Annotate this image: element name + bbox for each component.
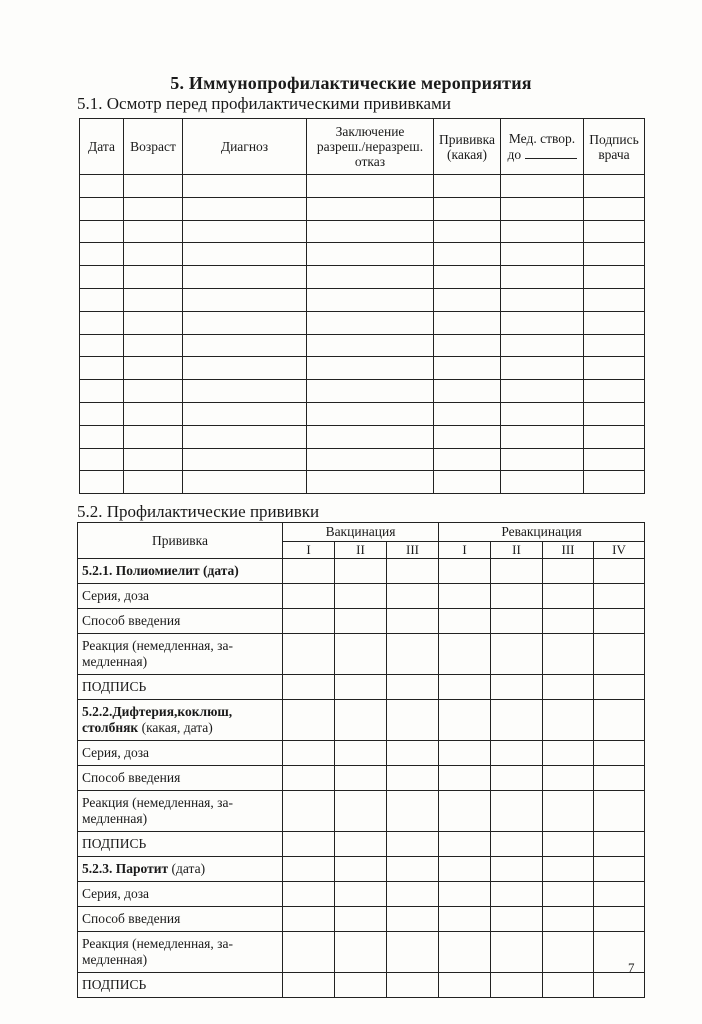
dtp-reaction-label: Реакция (немедленная, за-медленная) bbox=[78, 791, 283, 832]
table-cell[interactable] bbox=[124, 448, 183, 471]
polio-signature-label: ПОДПИСЬ bbox=[78, 675, 283, 700]
entry-cell[interactable] bbox=[491, 882, 543, 907]
entry-cell[interactable] bbox=[439, 634, 491, 675]
table-cell[interactable] bbox=[124, 402, 183, 425]
entry-cell[interactable] bbox=[543, 857, 594, 882]
entry-cell[interactable] bbox=[439, 932, 491, 973]
table-row bbox=[80, 288, 645, 311]
entry-cell[interactable] bbox=[335, 609, 387, 634]
entry-cell[interactable] bbox=[439, 559, 491, 584]
entry-cell[interactable] bbox=[543, 609, 594, 634]
entry-cell[interactable] bbox=[543, 882, 594, 907]
entry-cell[interactable] bbox=[387, 973, 439, 998]
vaccinations-table bbox=[77, 522, 645, 998]
table-cell[interactable] bbox=[183, 311, 307, 334]
mumps-title-bold: 5.2.3. Паротит bbox=[82, 861, 169, 876]
entry-cell[interactable] bbox=[387, 741, 439, 766]
table-cell[interactable] bbox=[80, 220, 124, 243]
entry-cell[interactable] bbox=[387, 559, 439, 584]
revaccination-col-4: IV bbox=[594, 542, 645, 559]
header-revaccination: Ревакцинация bbox=[439, 523, 645, 542]
table-cell[interactable] bbox=[183, 448, 307, 471]
mumps-title-note: (дата) bbox=[168, 861, 206, 876]
entry-cell[interactable] bbox=[283, 857, 335, 882]
entry-cell[interactable] bbox=[283, 791, 335, 832]
table-cell[interactable] bbox=[434, 448, 501, 471]
entry-cell[interactable] bbox=[543, 791, 594, 832]
header-conclusion bbox=[307, 119, 434, 175]
entry-cell[interactable] bbox=[543, 766, 594, 791]
entry-cell[interactable] bbox=[594, 675, 645, 700]
table-cell[interactable] bbox=[80, 288, 124, 311]
dtp-signature-row bbox=[78, 832, 645, 857]
entry-cell[interactable] bbox=[491, 700, 543, 741]
entry-cell[interactable] bbox=[335, 857, 387, 882]
entry-cell[interactable] bbox=[335, 634, 387, 675]
entry-cell[interactable] bbox=[491, 907, 543, 932]
table-cell[interactable] bbox=[183, 471, 307, 494]
entry-cell[interactable] bbox=[439, 700, 491, 741]
table-cell[interactable] bbox=[584, 220, 645, 243]
table-cell[interactable] bbox=[307, 197, 434, 220]
entry-cell[interactable] bbox=[543, 932, 594, 973]
vaccination-header-row bbox=[78, 523, 645, 542]
entry-cell[interactable] bbox=[335, 584, 387, 609]
dtp-signature-label: ПОДПИСЬ bbox=[78, 832, 283, 857]
entry-cell[interactable] bbox=[283, 675, 335, 700]
entry-cell[interactable] bbox=[439, 832, 491, 857]
entry-cell[interactable] bbox=[491, 741, 543, 766]
mumps-series-row bbox=[78, 882, 645, 907]
entry-cell[interactable] bbox=[491, 559, 543, 584]
page-number: 7 bbox=[628, 960, 635, 975]
header-doctor-signature bbox=[584, 119, 645, 175]
table-cell[interactable] bbox=[124, 471, 183, 494]
entry-cell[interactable] bbox=[439, 766, 491, 791]
entry-cell[interactable] bbox=[543, 559, 594, 584]
header-diagnosis: Диагноз bbox=[183, 119, 307, 175]
entry-cell[interactable] bbox=[439, 584, 491, 609]
polio-series-label: Серия, доза bbox=[78, 584, 283, 609]
entry-cell[interactable] bbox=[594, 741, 645, 766]
mumps-reaction-row bbox=[78, 932, 645, 973]
entry-cell[interactable] bbox=[335, 907, 387, 932]
table-row bbox=[80, 311, 645, 334]
table-cell[interactable] bbox=[124, 243, 183, 266]
entry-cell[interactable] bbox=[543, 741, 594, 766]
entry-cell[interactable] bbox=[594, 791, 645, 832]
dtp-method-row bbox=[78, 766, 645, 791]
table-cell[interactable] bbox=[584, 357, 645, 380]
entry-cell[interactable] bbox=[283, 882, 335, 907]
entry-cell[interactable] bbox=[543, 584, 594, 609]
entry-cell[interactable] bbox=[594, 857, 645, 882]
entry-cell[interactable] bbox=[335, 882, 387, 907]
entry-cell[interactable] bbox=[439, 675, 491, 700]
entry-cell[interactable] bbox=[491, 791, 543, 832]
table-row bbox=[80, 243, 645, 266]
table-cell[interactable] bbox=[80, 334, 124, 357]
header-vaccine bbox=[434, 119, 501, 175]
blank-line bbox=[525, 146, 577, 159]
entry-cell[interactable] bbox=[594, 932, 645, 973]
entry-cell[interactable] bbox=[335, 973, 387, 998]
mumps-signature-label: ПОДПИСЬ bbox=[78, 973, 283, 998]
entry-cell[interactable] bbox=[387, 882, 439, 907]
dtp-series-label: Серия, доза bbox=[78, 741, 283, 766]
table-cell[interactable] bbox=[307, 311, 434, 334]
vaccination-col-2: II bbox=[335, 542, 387, 559]
entry-cell[interactable] bbox=[387, 857, 439, 882]
entry-cell[interactable] bbox=[594, 832, 645, 857]
table-cell[interactable] bbox=[80, 471, 124, 494]
table-cell[interactable] bbox=[307, 402, 434, 425]
entry-cell[interactable] bbox=[439, 907, 491, 932]
entry-cell[interactable] bbox=[491, 584, 543, 609]
mumps-method-row bbox=[78, 907, 645, 932]
table-cell[interactable] bbox=[584, 471, 645, 494]
table-cell[interactable] bbox=[584, 175, 645, 198]
entry-cell[interactable] bbox=[283, 584, 335, 609]
table-cell[interactable] bbox=[80, 357, 124, 380]
entry-cell[interactable] bbox=[439, 791, 491, 832]
table-cell[interactable] bbox=[307, 380, 434, 403]
entry-cell[interactable] bbox=[543, 907, 594, 932]
header-conclusion-line1: Заключение bbox=[335, 124, 405, 139]
table-cell[interactable] bbox=[501, 448, 584, 471]
table-cell[interactable] bbox=[584, 311, 645, 334]
dtp-title bbox=[78, 700, 283, 741]
entry-cell[interactable] bbox=[594, 882, 645, 907]
header-vaccine-line1: Прививка bbox=[438, 131, 496, 147]
table-cell[interactable] bbox=[124, 311, 183, 334]
entry-cell[interactable] bbox=[387, 609, 439, 634]
entry-cell[interactable] bbox=[491, 675, 543, 700]
entry-cell[interactable] bbox=[387, 700, 439, 741]
table-header-row bbox=[80, 119, 645, 175]
entry-cell[interactable] bbox=[387, 932, 439, 973]
table-cell[interactable] bbox=[183, 380, 307, 403]
entry-cell[interactable] bbox=[283, 766, 335, 791]
mumps-method-label: Способ введения bbox=[78, 907, 283, 932]
header-medical-exemption bbox=[501, 119, 584, 175]
table-cell[interactable] bbox=[501, 425, 584, 448]
table-cell[interactable] bbox=[80, 243, 124, 266]
table-cell[interactable] bbox=[307, 334, 434, 357]
entry-cell[interactable] bbox=[594, 584, 645, 609]
entry-cell[interactable] bbox=[387, 907, 439, 932]
table-cell[interactable] bbox=[80, 311, 124, 334]
entry-cell[interactable] bbox=[439, 609, 491, 634]
table-cell[interactable] bbox=[80, 448, 124, 471]
entry-cell[interactable] bbox=[594, 609, 645, 634]
table-cell[interactable] bbox=[183, 197, 307, 220]
table-cell[interactable] bbox=[584, 448, 645, 471]
table-row bbox=[80, 334, 645, 357]
entry-cell[interactable] bbox=[283, 832, 335, 857]
table-cell[interactable] bbox=[501, 266, 584, 289]
entry-cell[interactable] bbox=[283, 559, 335, 584]
dtp-title-row bbox=[78, 700, 645, 741]
table-cell[interactable] bbox=[501, 243, 584, 266]
mumps-title-row bbox=[78, 857, 645, 882]
table-cell[interactable] bbox=[124, 288, 183, 311]
polio-title: 5.2.1. Полиомиелит (дата) bbox=[78, 559, 283, 584]
entry-cell[interactable] bbox=[543, 832, 594, 857]
entry-cell[interactable] bbox=[283, 700, 335, 741]
entry-cell[interactable] bbox=[439, 882, 491, 907]
table-cell[interactable] bbox=[124, 380, 183, 403]
table-cell[interactable] bbox=[434, 425, 501, 448]
polio-reaction-label: Реакция (немедленная, за-медленная) bbox=[78, 634, 283, 675]
header-vaccine-name: Прививка bbox=[78, 523, 283, 559]
header-age: Возраст bbox=[124, 119, 183, 175]
header-sign-line2: врача bbox=[598, 146, 630, 162]
entry-cell[interactable] bbox=[283, 973, 335, 998]
table-cell[interactable] bbox=[307, 425, 434, 448]
polio-series-row bbox=[78, 584, 645, 609]
entry-cell[interactable] bbox=[335, 791, 387, 832]
table-cell[interactable] bbox=[584, 266, 645, 289]
polio-signature-row bbox=[78, 675, 645, 700]
entry-cell[interactable] bbox=[283, 609, 335, 634]
entry-cell[interactable] bbox=[491, 766, 543, 791]
entry-cell[interactable] bbox=[439, 857, 491, 882]
table-cell[interactable] bbox=[183, 266, 307, 289]
table-cell[interactable] bbox=[434, 197, 501, 220]
header-vaccination: Вакцинация bbox=[283, 523, 439, 542]
entry-cell[interactable] bbox=[283, 741, 335, 766]
table-cell[interactable] bbox=[501, 220, 584, 243]
section-5-1-title: 5.1. Осмотр перед профилактическими прививками bbox=[77, 94, 451, 113]
table-cell[interactable] bbox=[80, 266, 124, 289]
header-sign-line1: Подпись bbox=[589, 131, 639, 147]
header-vaccine-line2: (какая) bbox=[447, 146, 487, 162]
table-cell[interactable] bbox=[124, 220, 183, 243]
table-cell[interactable] bbox=[434, 220, 501, 243]
table-row bbox=[80, 425, 645, 448]
entry-cell[interactable] bbox=[594, 559, 645, 584]
table-cell[interactable] bbox=[584, 197, 645, 220]
header-medical-line1: Мед. створ. bbox=[508, 131, 576, 146]
table-cell[interactable] bbox=[434, 243, 501, 266]
polio-reaction-row bbox=[78, 634, 645, 675]
table-row bbox=[80, 380, 645, 403]
table-cell[interactable] bbox=[501, 175, 584, 198]
table-cell[interactable] bbox=[183, 175, 307, 198]
mumps-signature-row bbox=[78, 973, 645, 998]
table-cell[interactable] bbox=[501, 471, 584, 494]
entry-cell[interactable] bbox=[387, 791, 439, 832]
entry-cell[interactable] bbox=[491, 932, 543, 973]
entry-cell[interactable] bbox=[335, 932, 387, 973]
entry-cell[interactable] bbox=[543, 973, 594, 998]
entry-cell[interactable] bbox=[594, 634, 645, 675]
header-medical-line2 bbox=[501, 146, 583, 162]
entry-cell[interactable] bbox=[335, 741, 387, 766]
table-cell[interactable] bbox=[501, 357, 584, 380]
table-cell[interactable] bbox=[307, 288, 434, 311]
entry-cell[interactable] bbox=[387, 584, 439, 609]
table-cell[interactable] bbox=[80, 197, 124, 220]
table-cell[interactable] bbox=[584, 380, 645, 403]
header-date: Дата bbox=[80, 119, 124, 175]
table-cell[interactable] bbox=[501, 402, 584, 425]
table-cell[interactable] bbox=[434, 402, 501, 425]
pre-vaccination-exam-table bbox=[79, 118, 645, 494]
dtp-title-bold: 5.2.2.Дифтерия,коклюш, столбняк bbox=[82, 704, 233, 735]
table-cell[interactable] bbox=[307, 243, 434, 266]
table-cell[interactable] bbox=[183, 402, 307, 425]
table-cell[interactable] bbox=[434, 334, 501, 357]
mumps-reaction-label: Реакция (немедленная, за-медленная) bbox=[78, 932, 283, 973]
table-cell[interactable] bbox=[124, 266, 183, 289]
table-cell[interactable] bbox=[584, 334, 645, 357]
table-cell[interactable] bbox=[434, 288, 501, 311]
entry-cell[interactable] bbox=[543, 634, 594, 675]
table-cell[interactable] bbox=[501, 197, 584, 220]
table-cell[interactable] bbox=[584, 243, 645, 266]
mumps-title bbox=[78, 857, 283, 882]
entry-cell[interactable] bbox=[335, 766, 387, 791]
entry-cell[interactable] bbox=[335, 832, 387, 857]
exam-table-body bbox=[80, 175, 645, 494]
table-cell[interactable] bbox=[183, 288, 307, 311]
entry-cell[interactable] bbox=[491, 609, 543, 634]
header-conclusion-line3: отказ bbox=[354, 154, 386, 169]
table-cell[interactable] bbox=[124, 425, 183, 448]
table-row bbox=[80, 402, 645, 425]
table-cell[interactable] bbox=[501, 311, 584, 334]
table-cell[interactable] bbox=[124, 357, 183, 380]
section-5-2-title: 5.2. Профилактические прививки bbox=[77, 502, 320, 521]
table-cell[interactable] bbox=[307, 357, 434, 380]
entry-cell[interactable] bbox=[335, 559, 387, 584]
table-cell[interactable] bbox=[434, 471, 501, 494]
table-cell[interactable] bbox=[80, 380, 124, 403]
entry-cell[interactable] bbox=[594, 907, 645, 932]
revaccination-col-2: II bbox=[491, 542, 543, 559]
table-row bbox=[80, 175, 645, 198]
entry-cell[interactable] bbox=[594, 973, 645, 998]
table-row bbox=[80, 357, 645, 380]
page-title: 5. Иммунопрофилактические мероприятия bbox=[170, 73, 532, 93]
entry-cell[interactable] bbox=[439, 741, 491, 766]
table-cell[interactable] bbox=[584, 425, 645, 448]
vaccination-col-1: I bbox=[283, 542, 335, 559]
dtp-method-label: Способ введения bbox=[78, 766, 283, 791]
entry-cell[interactable] bbox=[543, 700, 594, 741]
polio-title-row bbox=[78, 559, 645, 584]
table-cell[interactable] bbox=[183, 357, 307, 380]
entry-cell[interactable] bbox=[283, 907, 335, 932]
table-cell[interactable] bbox=[183, 243, 307, 266]
table-cell[interactable] bbox=[124, 175, 183, 198]
table-cell[interactable] bbox=[80, 402, 124, 425]
entry-cell[interactable] bbox=[491, 832, 543, 857]
table-cell[interactable] bbox=[584, 402, 645, 425]
polio-method-label: Способ введения bbox=[78, 609, 283, 634]
entry-cell[interactable] bbox=[283, 932, 335, 973]
entry-cell[interactable] bbox=[335, 675, 387, 700]
table-cell[interactable] bbox=[183, 334, 307, 357]
revaccination-col-3: III bbox=[543, 542, 594, 559]
table-cell[interactable] bbox=[307, 175, 434, 198]
table-cell[interactable] bbox=[307, 266, 434, 289]
entry-cell[interactable] bbox=[283, 634, 335, 675]
dtp-title-note: (какая, дата) bbox=[138, 720, 213, 735]
table-cell[interactable] bbox=[307, 471, 434, 494]
entry-cell[interactable] bbox=[387, 634, 439, 675]
table-cell[interactable] bbox=[434, 266, 501, 289]
table-cell[interactable] bbox=[434, 380, 501, 403]
header-conclusion-line2: разреш./неразреш. bbox=[316, 139, 424, 154]
table-cell[interactable] bbox=[501, 288, 584, 311]
revaccination-col-1: I bbox=[439, 542, 491, 559]
table-row bbox=[80, 266, 645, 289]
vaccination-col-3: III bbox=[387, 542, 439, 559]
entry-cell[interactable] bbox=[387, 832, 439, 857]
entry-cell[interactable] bbox=[543, 675, 594, 700]
table-cell[interactable] bbox=[501, 380, 584, 403]
entry-cell[interactable] bbox=[439, 973, 491, 998]
entry-cell[interactable] bbox=[594, 700, 645, 741]
table-cell[interactable] bbox=[80, 425, 124, 448]
dtp-series-row bbox=[78, 741, 645, 766]
table-cell[interactable] bbox=[124, 197, 183, 220]
entry-cell[interactable] bbox=[491, 634, 543, 675]
entry-cell[interactable] bbox=[387, 675, 439, 700]
entry-cell[interactable] bbox=[387, 766, 439, 791]
table-row bbox=[80, 197, 645, 220]
table-cell[interactable] bbox=[307, 220, 434, 243]
table-cell[interactable] bbox=[307, 448, 434, 471]
polio-method-row bbox=[78, 609, 645, 634]
mumps-series-label: Серия, доза bbox=[78, 882, 283, 907]
table-row bbox=[80, 220, 645, 243]
table-cell[interactable] bbox=[124, 334, 183, 357]
entry-cell[interactable] bbox=[594, 766, 645, 791]
entry-cell[interactable] bbox=[335, 700, 387, 741]
table-cell[interactable] bbox=[80, 175, 124, 198]
table-cell[interactable] bbox=[501, 334, 584, 357]
table-cell[interactable] bbox=[434, 175, 501, 198]
table-row bbox=[80, 471, 645, 494]
table-cell[interactable] bbox=[434, 311, 501, 334]
table-cell[interactable] bbox=[183, 425, 307, 448]
header-medical-until: до bbox=[507, 147, 522, 162]
table-row bbox=[80, 448, 645, 471]
entry-cell[interactable] bbox=[491, 857, 543, 882]
table-cell[interactable] bbox=[434, 357, 501, 380]
entry-cell[interactable] bbox=[491, 973, 543, 998]
table-cell[interactable] bbox=[183, 220, 307, 243]
table-cell[interactable] bbox=[584, 288, 645, 311]
dtp-reaction-row bbox=[78, 791, 645, 832]
